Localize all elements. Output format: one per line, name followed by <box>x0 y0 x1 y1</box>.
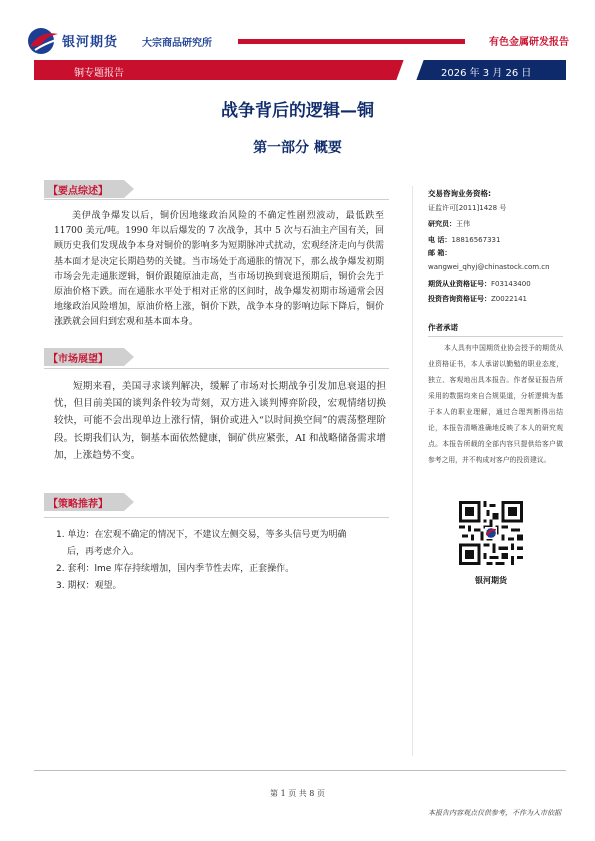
author-promise-text: 本人具有中国期货业协会授予的期货从业资格证书，本人承诺以勤勉的职业态度，独立、客观地出具本报告。作者保证报告所采用的数据均来自合规渠道，分析逻辑为基于本人的职业理解，通过合理判断得出结论，本报告清晰准确地反映了本人的研究观点。本报告所载的全部内容只提供给客户做参考之用，并不构成对客户的投资建议。 <box>428 344 563 464</box>
section-divider <box>44 368 389 369</box>
qualification-row <box>428 279 531 289</box>
brand-name: 银河期货 <box>62 35 119 50</box>
analyst-label: 研究员： <box>428 220 456 228</box>
sidebar-heading: 交易咨询业务资格: <box>428 189 491 198</box>
strategy-item: 后，再考虑介入。 <box>67 547 140 557</box>
advisor-row <box>428 294 527 304</box>
advisor-label: 投资咨询资格证号： <box>428 295 491 303</box>
footer-divider <box>34 770 566 771</box>
footer-disclaimer: 本报告内容观点仅供参考，不作为入市依据 <box>428 809 561 817</box>
license-number: 证监许可[2011]1428 号 <box>428 204 507 212</box>
report-topic: 有色金属研发报告 <box>489 37 569 48</box>
qualification-label: 期货从业资格证号： <box>428 280 491 288</box>
phone-row <box>428 235 500 245</box>
email-row <box>428 248 451 258</box>
phone-number: 18816567331 <box>451 236 501 244</box>
email-address[interactable]: wangwei_qhyj@chinastock.com.cn <box>428 263 550 271</box>
summary-section-label: 【要点综述】 <box>48 186 108 197</box>
strategy-section-header <box>44 493 124 511</box>
qr-label: 银河期货 <box>475 576 507 585</box>
analyst-name: 王伟 <box>456 220 470 228</box>
outlook-section-label: 【市场展望】 <box>48 354 108 365</box>
part-title: 第一部分 概要 <box>253 140 342 156</box>
analyst-row <box>428 219 470 229</box>
report-type: 铜专题报告 <box>74 68 124 79</box>
section-divider <box>44 199 389 200</box>
outlook-section-header <box>44 348 124 366</box>
report-title: 战争背后的逻辑—铜 <box>221 101 374 121</box>
galaxy-futures-logo-icon <box>26 26 62 56</box>
page-number: 第 1 页 共 8 页 <box>270 789 325 798</box>
strategy-item: 2. 套利：lme 库存持续增加，国内季节性去库，正套操作。 <box>56 564 295 574</box>
advisor-number: Z0022141 <box>491 295 527 303</box>
section-divider <box>44 517 389 518</box>
institute-name: 大宗商品研究所 <box>142 38 212 49</box>
phone-label: 电 话： <box>428 236 452 244</box>
strategy-item: 1. 单边：在宏观不确定的情况下，不建议左侧交易，等多头信号更为明确 <box>56 530 347 540</box>
header-divider <box>238 39 465 44</box>
sidebar-divider <box>428 336 563 337</box>
column-divider <box>412 186 413 756</box>
outlook-text: 短期来看，美国寻求谈判解决，缓解了市场对长期战争引发加息衰退的担忧，但目前美国的谈判条件较为苛刻，双方进入谈判博弈阶段，宏观情绪切换较快，可能不会出现单边上涨行情，铜价或进入“以时间换空间”的震荡整理阶段。长期我们认为，铜基本面依然健康，铜矿供应紧张，AI 和战略储备需求增加，上涨趋势不变。 <box>54 381 386 461</box>
promise-heading: 作者承诺 <box>428 323 458 332</box>
summary-section-header <box>44 180 124 198</box>
qr-code-icon <box>459 501 523 565</box>
summary-text: 美伊战争爆发以后，铜价因地缘政治风险的不确定性剧烈波动，最低跌至 11700 美元/吨。1990 年以后爆发的 7 次战争，其中 5 次与石油主产国有关，回顾历史我们发现战争本身对铜价的影响多为短期脉冲式扰动，宏观经济走向与供需基本面才是决定长期趋势的关键。当市场处于高通胀的情况下，那么战争爆发初期市场会先走通胀逻辑，铜价跟随原油走高，当市场切换到衰退预期后，铜价会先于原油价格下跌。而在通胀水平处于相对正常的区间时，战争爆发初期市场通常会因地缘政治风险增加，原油价格上涨，铜价下跌，战争本身的影响边际下降后，铜价涨跌就会回归到宏观和基本面本身。 <box>54 211 384 328</box>
strategy-section-label: 【策略推荐】 <box>48 499 108 510</box>
email-label: 邮 箱： <box>428 249 452 257</box>
strategy-list <box>56 527 386 595</box>
report-date: 2026 年 3 月 26 日 <box>441 68 532 79</box>
qualification-number: F03143400 <box>491 280 531 288</box>
strategy-item: 3. 期权：观望。 <box>56 581 122 591</box>
